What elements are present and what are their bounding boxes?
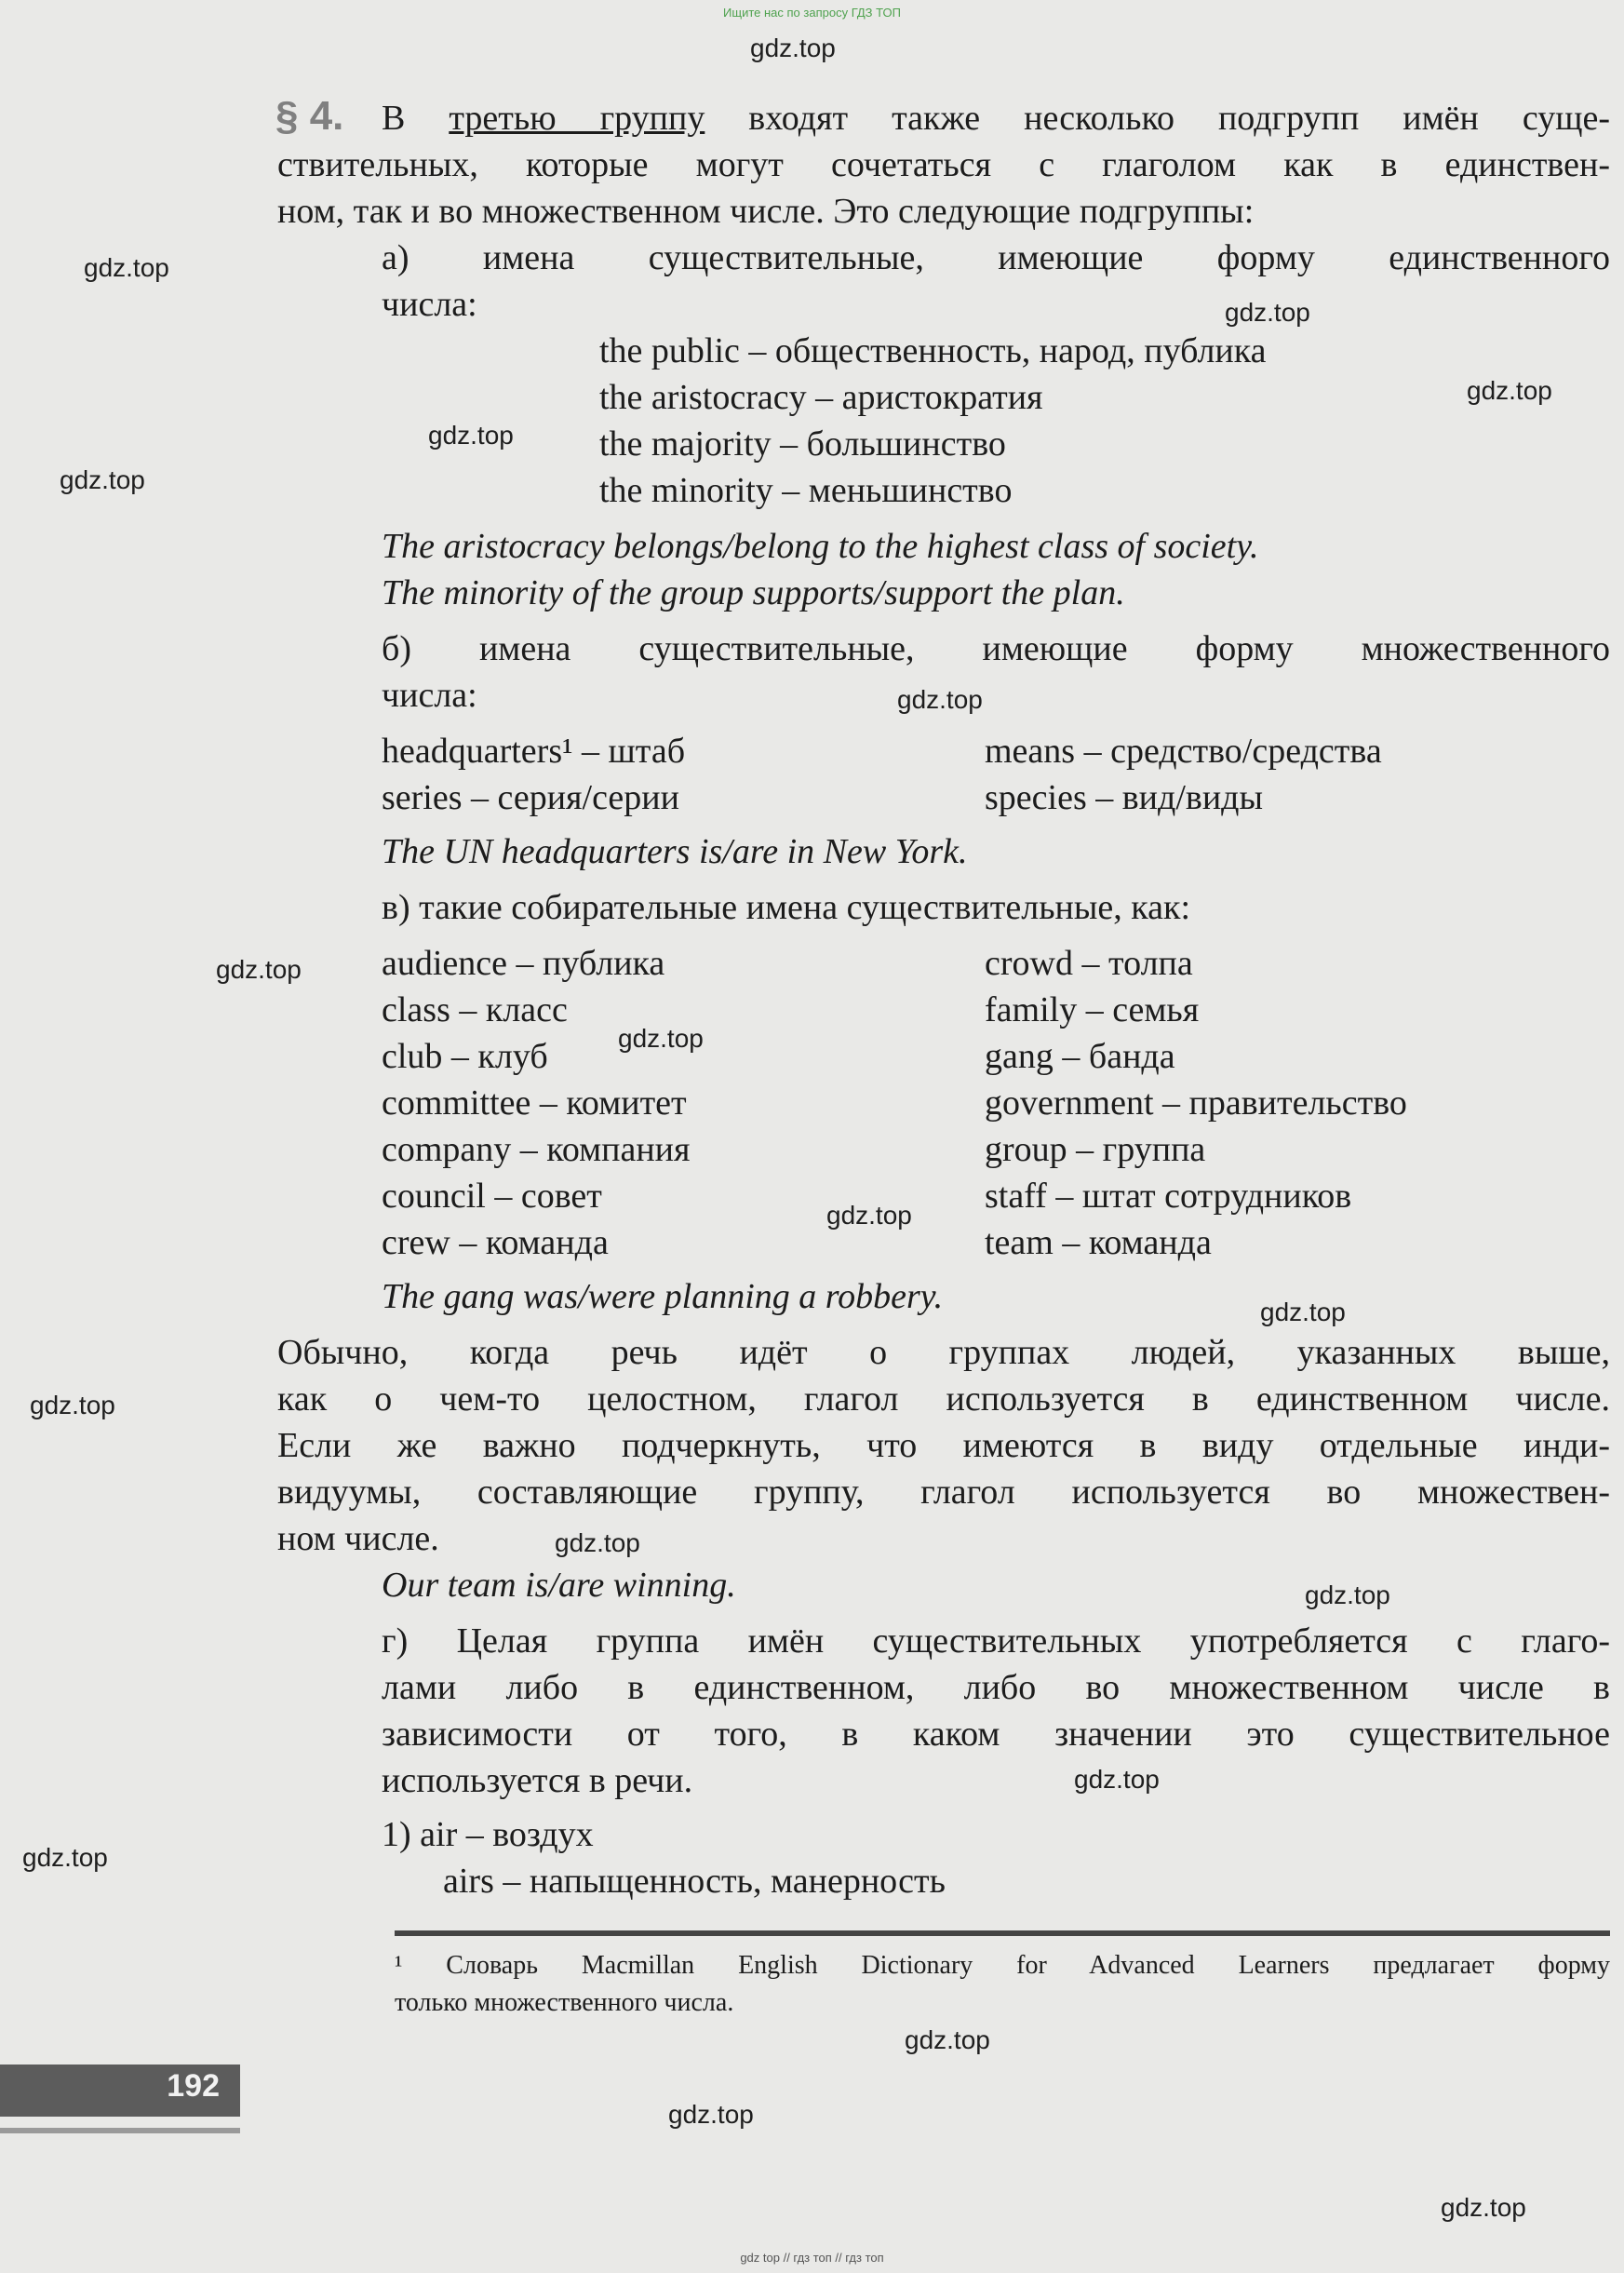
- watermark: gdz.top: [1225, 298, 1310, 327]
- paragraph-line: Если же важно подчеркнуть, что имеются в виду отдельные инди-: [277, 1426, 1610, 1465]
- subsection-b-heading: числа:: [382, 676, 477, 715]
- footnote-line: ¹ Словарь Macmillan English Dictionary for Advanced Learners предлагает форму: [395, 1951, 1610, 1980]
- watermark: gdz.top: [216, 955, 302, 984]
- vocab-item: the majority – большинство: [599, 424, 1006, 464]
- watermark: gdz.top: [555, 1528, 640, 1557]
- underlined-term: третью группу: [449, 99, 705, 138]
- vocab-item: company – компания: [382, 1130, 691, 1169]
- subsection-a-heading: числа:: [382, 285, 477, 324]
- watermark: gdz.top: [826, 1201, 912, 1230]
- subsection-g-line: используется в речи.: [382, 1761, 693, 1800]
- vocab-item: the public – общественность, народ, публика: [599, 331, 1267, 370]
- footnote-divider: [395, 1930, 1610, 1936]
- page-number: 192: [167, 2068, 220, 2104]
- subsection-v-heading: в) такие собирательные имена существительные, как:: [382, 888, 1191, 927]
- watermark: gdz.top: [1441, 2193, 1526, 2222]
- section-mark: § 4.: [275, 93, 344, 139]
- vocab-item: family – семья: [985, 990, 1200, 1029]
- watermark: gdz.top: [60, 465, 145, 494]
- watermark: gdz.top: [750, 34, 836, 62]
- paragraph-line: как о чем-то целостном, глагол используется в единственном числе.: [277, 1379, 1610, 1419]
- paragraph-line: ствительных, которые могут сочетаться с глаголом как в единствен-: [277, 145, 1610, 184]
- vocab-item: crowd – толпа: [985, 944, 1193, 983]
- vocab-item: government – правительство: [985, 1083, 1407, 1123]
- vocab-item: the minority – меньшинство: [599, 471, 1013, 510]
- subsection-b-heading: б) имена существительные, имеющие форму множественного: [382, 629, 1610, 668]
- watermark: gdz.top: [1260, 1298, 1346, 1326]
- watermark: gdz.top: [1467, 376, 1552, 405]
- vocab-item: species – вид/виды: [985, 778, 1264, 817]
- vocab-item: audience – публика: [382, 944, 665, 983]
- vocab-item: gang – банда: [985, 1037, 1175, 1076]
- example-sentence: Our team is/are winning.: [382, 1566, 736, 1605]
- watermark: gdz.top: [428, 421, 514, 450]
- example-sentence: The UN headquarters is/are in New York.: [382, 832, 968, 871]
- subsection-g-line: лами либо в единственном, либо во множественном числе в: [382, 1668, 1610, 1707]
- vocab-item: airs – напыщенность, манерность: [443, 1862, 946, 1901]
- vocab-item: committee – комитет: [382, 1083, 687, 1123]
- footer-links[interactable]: gdz top // гдз топ // гдз топ: [740, 2251, 884, 2265]
- watermark: gdz.top: [1305, 1580, 1390, 1609]
- vocab-item: the aristocracy – аристократия: [599, 378, 1043, 417]
- watermark: gdz.top: [30, 1391, 115, 1419]
- subsection-g-line: зависимости от того, в каком значении это существительное: [382, 1715, 1610, 1754]
- vocab-item: 1) air – воздух: [382, 1815, 594, 1854]
- vocab-item: means – средство/средства: [985, 732, 1382, 771]
- watermark: gdz.top: [84, 253, 169, 282]
- example-sentence: The gang was/were planning a robbery.: [382, 1277, 944, 1316]
- paragraph-line: В третью группу входят также несколько подгрупп имён суще-: [382, 99, 1610, 138]
- vocab-item: headquarters¹ – штаб: [382, 732, 686, 771]
- watermark: gdz.top: [618, 1024, 704, 1053]
- vocab-item: council – совет: [382, 1177, 602, 1216]
- vocab-item: group – группа: [985, 1130, 1206, 1169]
- vocab-item: series – серия/серии: [382, 778, 679, 817]
- paragraph-line: Обычно, когда речь идёт о группах людей, указанных выше,: [277, 1333, 1610, 1372]
- example-sentence: The aristocracy belongs/belong to the highest class of society.: [382, 527, 1259, 566]
- paragraph-line: ном числе.: [277, 1519, 439, 1558]
- page-number-box: [0, 2065, 240, 2117]
- subsection-a-heading: а) имена существительные, имеющие форму единственного: [382, 238, 1610, 277]
- watermark: gdz.top: [22, 1843, 108, 1872]
- watermark: gdz.top: [1074, 1765, 1160, 1794]
- vocab-item: club – клуб: [382, 1037, 548, 1076]
- paragraph-line: ном, так и во множественном числе. Это следующие подгруппы:: [277, 192, 1255, 231]
- paragraph-line: видуумы, составляющие группу, глагол используется во множествен-: [277, 1473, 1610, 1512]
- top-banner[interactable]: Ищите нас по запросу ГДЗ ТОП: [723, 6, 901, 20]
- footnote-line: только множественного числа.: [395, 1988, 734, 2017]
- watermark: gdz.top: [897, 685, 983, 714]
- watermark: gdz.top: [905, 2025, 990, 2054]
- vocab-item: team – команда: [985, 1223, 1212, 1262]
- vocab-item: class – класс: [382, 990, 568, 1029]
- watermark: gdz.top: [668, 2100, 754, 2129]
- page-number-underline: [0, 2128, 240, 2133]
- vocab-item: crew – команда: [382, 1223, 609, 1262]
- vocab-item: staff – штат сотрудников: [985, 1177, 1352, 1216]
- example-sentence: The minority of the group supports/support the plan.: [382, 573, 1125, 612]
- subsection-g-heading: г) Целая группа имён существительных употребляется с глаго-: [382, 1621, 1610, 1661]
